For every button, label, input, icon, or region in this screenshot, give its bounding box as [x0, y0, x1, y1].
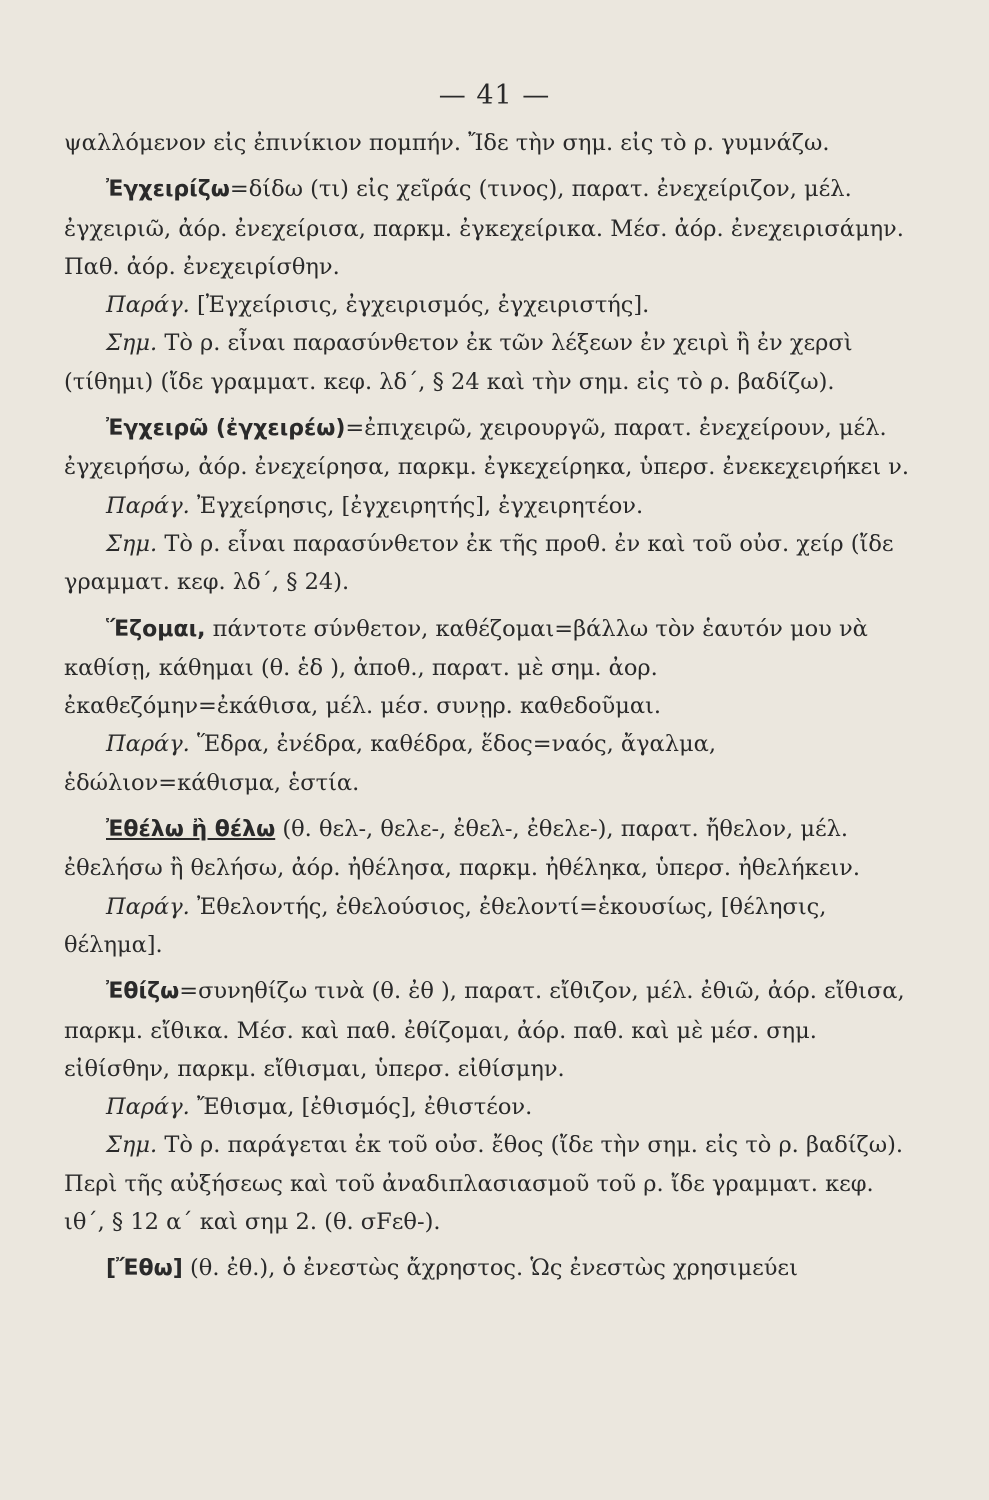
paragraph — [64, 1088, 918, 1126]
paragraph — [64, 725, 918, 802]
section-label: Παράγ. — [106, 292, 190, 319]
paragraph-text: Ἐγχείρησις, [ἐγχειρητής], ἐγχειρητέον. — [189, 492, 644, 519]
paragraph-text: =συνηθίζω τινὰ (θ. ἐθ ), παρατ. εἴθιζον, μέλ. ἐθιῶ, ἀόρ. εἴθισα, παρκμ. εἴθικα. Μέσ. καὶ παθ. ἐθίζομαι, ἀόρ. παθ. καὶ μὲ μέσ. σημ. εἰθίσθην, παρκμ. εἴθισμαι, ὑπερσ. εἰθίσμην. — [64, 978, 905, 1082]
section-label: Παράγ. — [106, 492, 190, 519]
paragraph-text: [Ἐγχείρισις, ἐγχειρισμός, ἐγχειριστής]. — [189, 292, 650, 319]
paragraph — [64, 525, 918, 602]
page-number: — 41 — — [438, 80, 551, 111]
paragraph-text: Ἐθελοντής, ἐθελούσιος, ἐθελοντί=ἑκουσίως, [θέλησις, θέλημα]. — [64, 893, 827, 958]
paragraph-text: =ἐπιχειρῶ, χειρουργῶ, παρατ. ἐνεχείρουν, μέλ. ἐγχειρήσω, ἀόρ. ἐνεχείρησα, παρκμ. ἐγκεχείρηκα, ὑπερσ. ἐνεκεχειρήκει ν. — [64, 415, 910, 481]
section-label: Σημ. — [106, 330, 158, 357]
paragraph — [64, 972, 918, 1088]
paragraph-text: Τὸ ρ. παράγεται ἐκ τοῦ οὐσ. ἔθος (ἴδε τὴν σημ. εἰς τὸ ρ. βαδίζω). Περὶ τῆς αὐξήσεως καὶ τοῦ ἀναδιπλασιασμοῦ τοῦ ρ. ἴδε γραμματ. κεφ. ιθ΄, § 12 α΄ καὶ σημ 2. (θ. σFεθ-). — [64, 1132, 904, 1236]
paragraph — [64, 324, 918, 401]
paragraph-text: =δίδω (τι) εἰς χεῖράς (τινος), παρατ. ἐνεχείριζον, μέλ. ἐγχειριῶ, ἀόρ. ἐνεχείρισα, παρκμ. ἐγκεχείρικα. Μέσ. ἀόρ. ἐνεχειρισάμην. Παθ. ἀόρ. ἐνεχειρίσθην. — [64, 176, 904, 280]
paragraph — [64, 286, 918, 324]
headword: Ἐγχειρῶ (ἐγχειρέω) — [106, 416, 346, 442]
paragraph-text: Ἔθισμα, [ἐθισμός], ἐθιστέον. — [189, 1094, 533, 1121]
headword: Ἐθέλω ἢ θέλω — [106, 817, 276, 843]
paragraph-text: (θ. θελ-, θελε-, ἐθελ-, ἐθελε-), παρατ. ἤθελον, μέλ. ἐθελήσω ἢ θελήσω, ἀόρ. ἠθέλησα, παρκμ. ἠθέληκα, ὑπερσ. ἠθελήκειν. — [64, 816, 861, 882]
section-label: Σημ. — [106, 530, 158, 557]
paragraph — [64, 487, 918, 525]
section-label: Παράγ. — [106, 893, 190, 920]
paragraph-text: πάντοτε σύνθετον, καθέζομαι=βάλλω τὸν ἑαυτόν μου νὰ καθίσῃ, κάθημαι (θ. ἑδ ), ἀποθ., παρατ. μὲ σημ. ἀορ. ἐκαθεζόμην=ἐκάθισα, μέλ. μέσ. συνῃρ. καθεδοῦμαι. — [64, 615, 868, 720]
paragraph — [64, 409, 918, 487]
paragraph — [64, 1249, 918, 1288]
headword: Ἕζομαι, — [106, 616, 206, 642]
section-label: Σημ. — [106, 1132, 158, 1159]
section-label: Παράγ. — [106, 1094, 190, 1121]
headword: Ἐθίζω — [106, 979, 180, 1005]
headword: Ἐγχειρίζω — [106, 177, 230, 203]
paragraph — [64, 1126, 918, 1241]
paragraph-text: Τὸ ρ. εἶναι παρασύνθετον ἐκ τῶν λέξεων ἐν χειρὶ ἢ ἐν χερσὶ (τίθημι) (ἴδε γραμματ. κεφ. λδ΄, § 24 καὶ τὴν σημ. εἰς τὸ ρ. βαδίζω). — [64, 330, 853, 395]
headword: [Ἔθω] — [106, 1256, 183, 1282]
paragraph-text: (θ. ἐθ.), ὁ ἐνεστὼς ἄχρηστος. Ὡς ἐνεστὼς χρησιμεύει — [182, 1255, 798, 1282]
paragraph-text: ψαλλόμενον εἰς ἐπινίκιον πομπήν. Ἴδε τὴν σημ. εἰς τὸ ρ. γυμνάζω. — [64, 130, 830, 156]
paragraph — [64, 888, 918, 965]
paragraph — [64, 170, 918, 286]
paragraph-text: Τὸ ρ. εἶναι παρασύνθετον ἐκ τῆς προθ. ἐν καὶ τοῦ οὐσ. χείρ (ἴδε γραμματ. κεφ. λδ΄, § 24). — [64, 530, 894, 596]
paragraph — [64, 810, 918, 888]
paragraph-text: Ἕδρα, ἐνέδρα, καθέδρα, ἕδος=ναός, ἄγαλμα, ἑδώλιον=κάθισμα, ἑστία. — [64, 731, 716, 796]
page-text — [64, 124, 918, 1289]
section-label: Παράγ. — [106, 731, 190, 758]
paragraph — [64, 124, 918, 162]
paragraph — [64, 610, 918, 726]
